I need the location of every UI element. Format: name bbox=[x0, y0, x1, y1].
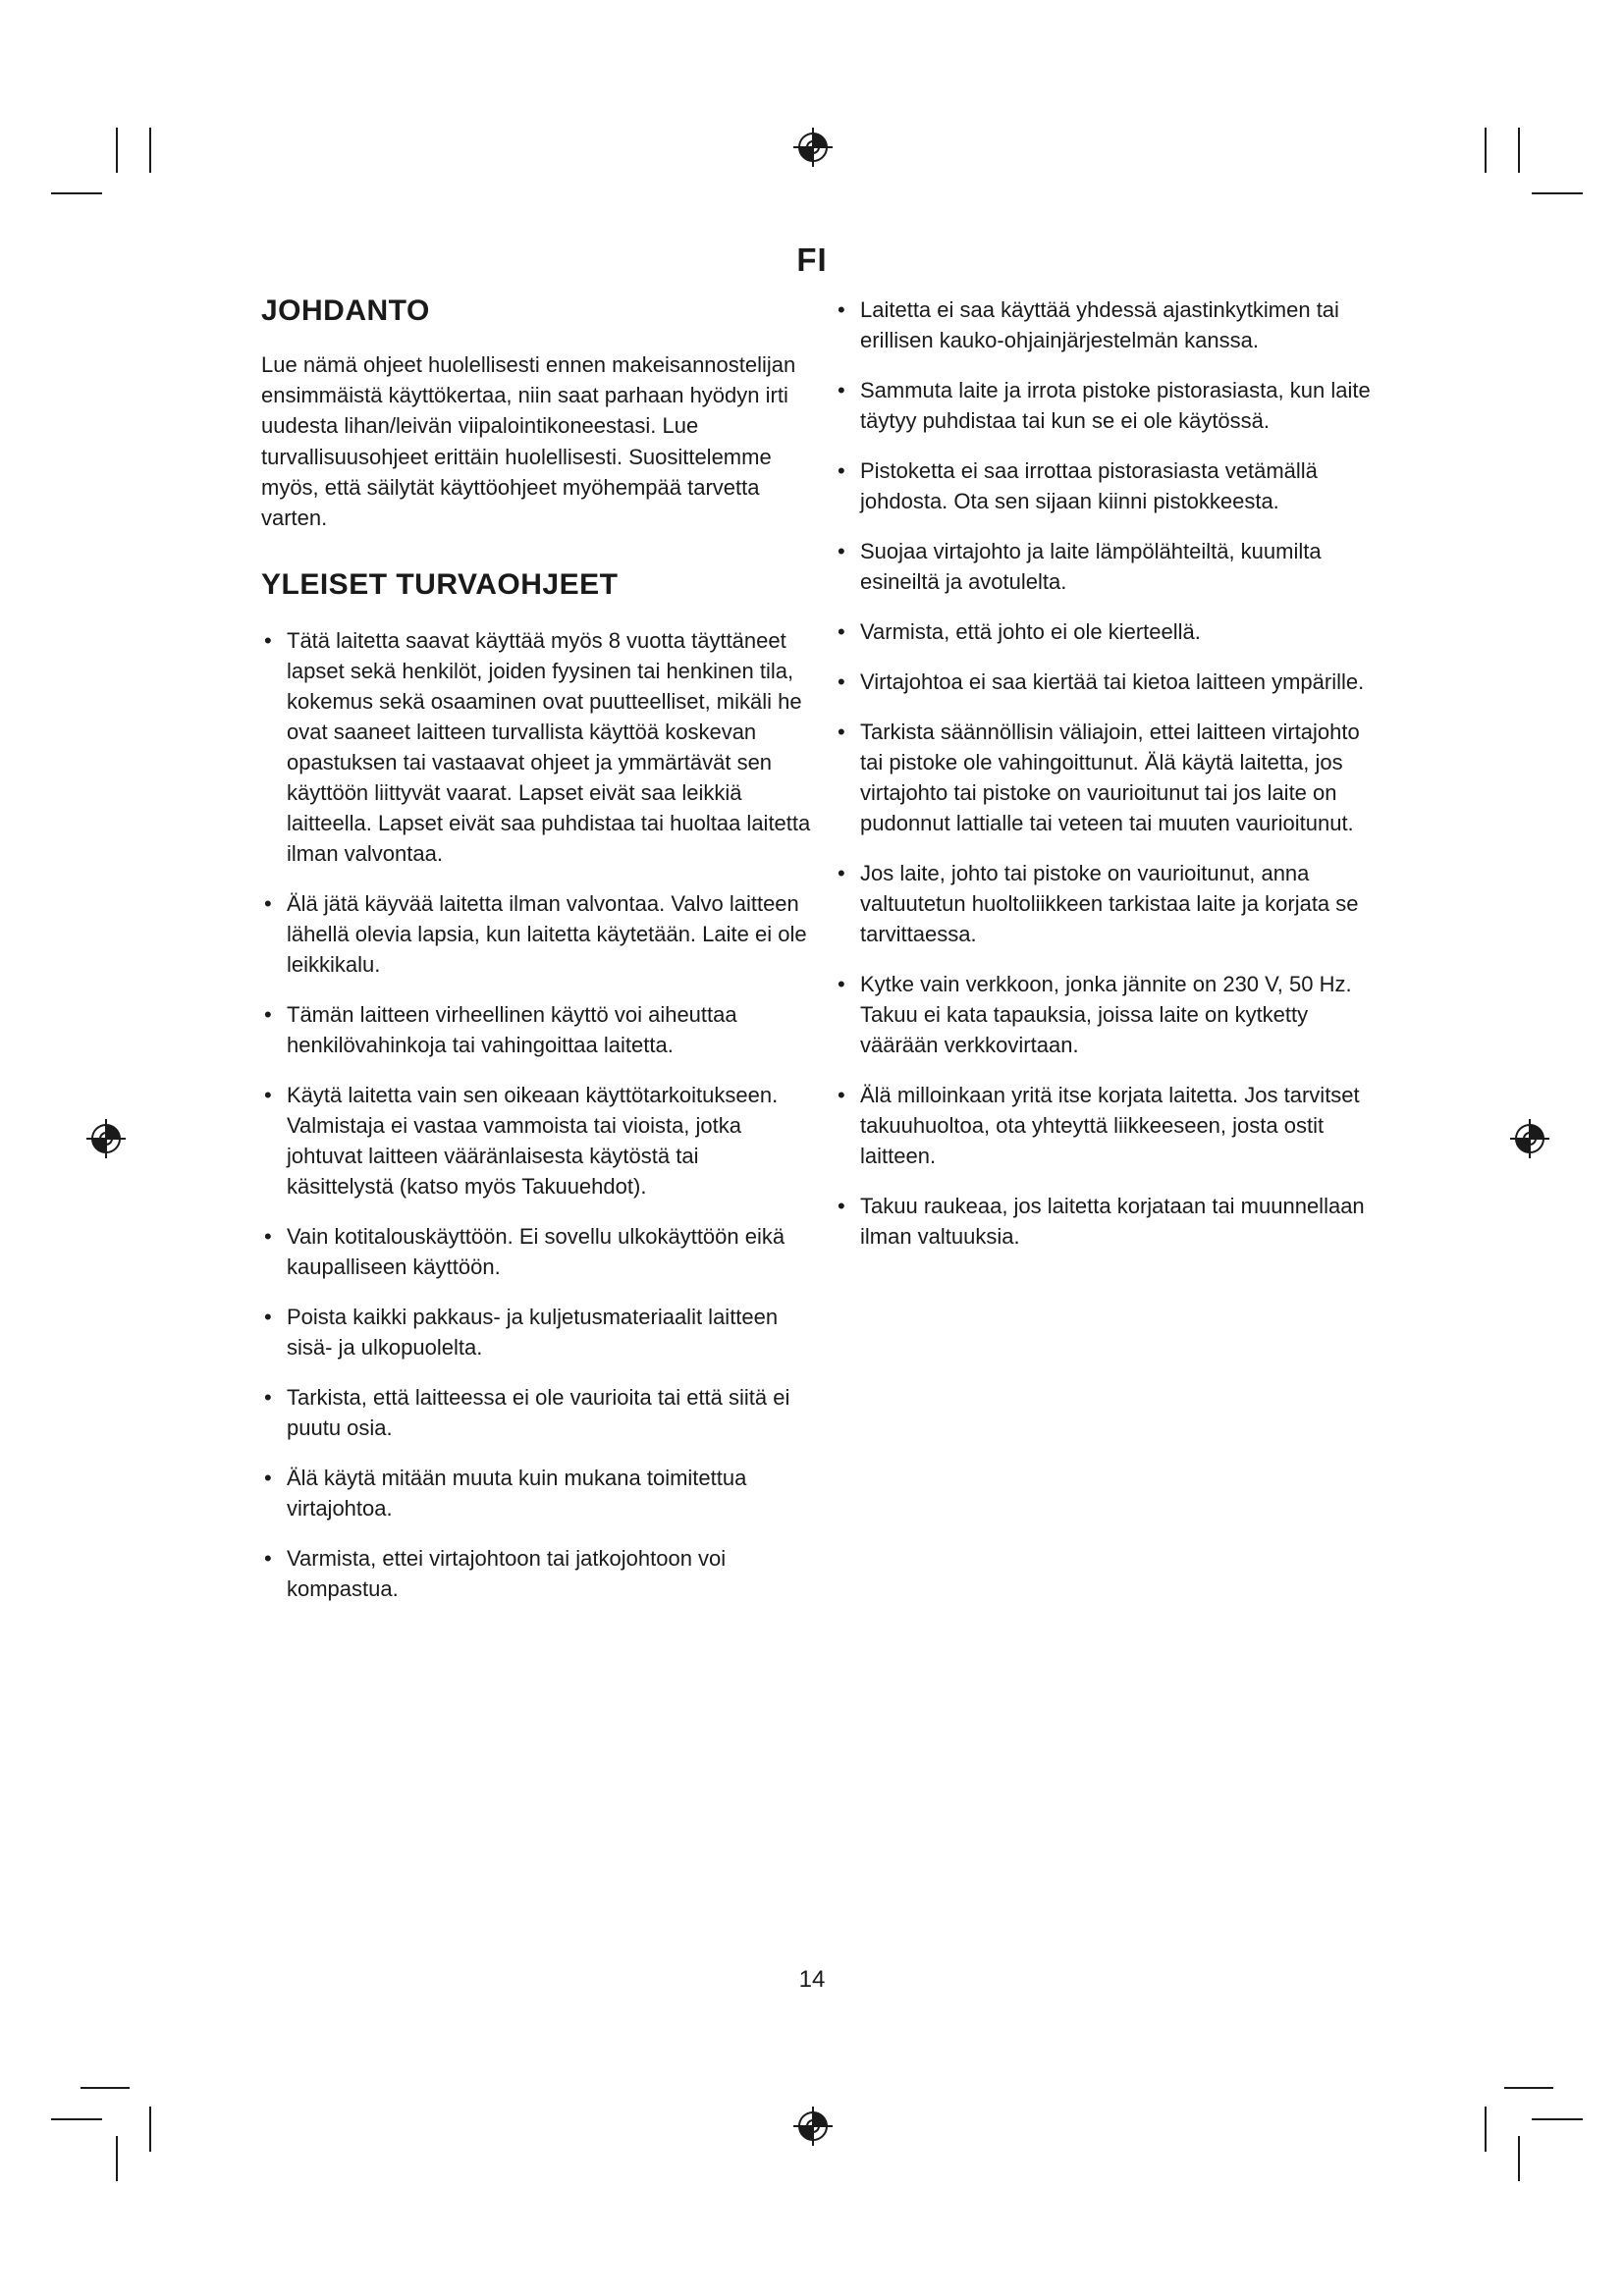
registration-mark-icon bbox=[793, 128, 833, 167]
list-item-text: Poista kaikki pakkaus- ja kuljetusmateriaalit laitteen sisä- ja ulkopuolelta. bbox=[287, 1305, 779, 1361]
crop-mark bbox=[1518, 2136, 1520, 2181]
list-item bbox=[835, 667, 1384, 697]
bullet-marker: • bbox=[264, 1002, 272, 1028]
bullet-marker: • bbox=[838, 720, 845, 744]
bullet-marker: • bbox=[264, 1083, 272, 1108]
list-item-text: Tätä laitetta saavat käyttää myös 8 vuotta täyttäneet lapset sekä henkilöt, joiden fyysinen tai henkinen tila, kokemus sekä osaaminen ovat puutteelliset, mikäli he ovat saaneet laitteen turvallista käyttöä koskevan opastuksen tai vastaavat ohjeet ja ymmärtävät sen käyttöön liittyvät vaarat. Lapset eivät saa leikkiä laitteella. Lapset eivät saa puhdistaa tai huoltaa laitetta ilman valvontaa. bbox=[287, 628, 811, 867]
language-code: FI bbox=[796, 241, 828, 278]
list-item-text: Kytke vain verkkoon, jonka jännite on 230 V, 50 Hz. Takuu ei kata tapauksia, joissa laite on kytketty väärään verkkovirtaan. bbox=[860, 972, 1352, 1057]
list-item bbox=[835, 294, 1384, 355]
bullet-marker: • bbox=[264, 891, 272, 917]
crop-mark bbox=[1504, 2087, 1553, 2089]
registration-mark-icon bbox=[86, 1119, 126, 1158]
bullet-marker: • bbox=[838, 669, 845, 694]
intro-paragraph: Lue nämä ohjeet huolellisesti ennen makeisannostelijan ensimmäistä käyttökertaa, niin saat parhaan hyödyn irti uudesta lihan/leivän viipalointikoneestasi. Lue turvallisuusohjeet erittäin huolellisesti. Suosittelemme myös, että säilytät käyttöohjeet myöhempää tarvetta varten. bbox=[261, 352, 796, 531]
list-item bbox=[835, 717, 1384, 838]
list-item-text: Pistoketta ei saa irrottaa pistorasiasta vetämällä johdosta. Ota sen sijaan kiinni pistokkeesta. bbox=[860, 458, 1318, 513]
bullet-marker: • bbox=[838, 378, 845, 402]
bullet-marker: • bbox=[264, 1305, 272, 1330]
list-item bbox=[835, 455, 1384, 516]
crop-mark bbox=[51, 192, 102, 194]
bullet-marker: • bbox=[838, 1083, 845, 1107]
crop-mark bbox=[1485, 128, 1487, 173]
list-item-text: Sammuta laite ja irrota pistoke pistorasiasta, kun laite täytyy puhdistaa tai kun se ei ole käytössä. bbox=[860, 378, 1371, 433]
bullet-marker: • bbox=[838, 539, 845, 563]
list-item bbox=[261, 1463, 811, 1523]
crop-mark bbox=[1485, 2107, 1487, 2152]
bullet-marker: • bbox=[264, 1385, 272, 1411]
bullet-marker: • bbox=[264, 1224, 272, 1250]
list-item bbox=[835, 858, 1384, 949]
bullet-marker: • bbox=[838, 619, 845, 644]
list-item-text: Takuu raukeaa, jos laitetta korjataan tai muunnellaan ilman valtuuksia. bbox=[860, 1194, 1365, 1249]
list-item-text: Älä milloinkaan yritä itse korjata laitetta. Jos tarvitset takuuhuoltoa, ota yhteyttä liikkeeseen, josta ostit laitteen. bbox=[860, 1083, 1360, 1168]
right-column bbox=[835, 294, 1384, 1271]
safety-list-left bbox=[261, 625, 811, 1604]
crop-mark bbox=[116, 2136, 118, 2181]
list-item-text: Suojaa virtajohto ja laite lämpölähteiltä, kuumilta esineiltä ja avotulelta. bbox=[860, 539, 1322, 594]
bullet-marker: • bbox=[264, 628, 272, 654]
list-item-text: Tämän laitteen virheellinen käyttö voi aiheuttaa henkilövahinkoja tai vahingoittaa laitetta. bbox=[287, 1002, 737, 1058]
list-item-text: Tarkista säännöllisin väliajoin, ettei laitteen virtajohto tai pistoke ole vahingoittunut. Älä käytä laitetta, jos virtajohto tai pistoke on vaurioitunut tai jos laite on pudonnut lattialle tai veteen tai muuten vaurioitunut. bbox=[860, 720, 1360, 835]
bullet-marker: • bbox=[264, 1546, 272, 1572]
list-item bbox=[261, 1221, 811, 1282]
bullet-marker: • bbox=[838, 297, 845, 322]
list-item-text: Tarkista, että laitteessa ei ole vaurioita tai että siitä ei puutu osia. bbox=[287, 1385, 790, 1441]
page-number: 14 bbox=[798, 1966, 826, 1993]
list-item-text: Virtajohtoa ei saa kiertää tai kietoa laitteen ympärille. bbox=[860, 669, 1365, 694]
list-item-text: Laitetta ei saa käyttää yhdessä ajastinkytkimen tai erillisen kauko-ohjainjärjestelmän kanssa. bbox=[860, 297, 1339, 352]
intro-heading: JOHDANTO bbox=[261, 294, 430, 327]
safety-heading: YLEISET TURVAOHJEET bbox=[261, 568, 619, 602]
list-item bbox=[835, 616, 1384, 647]
crop-mark bbox=[1532, 192, 1583, 194]
crop-mark bbox=[149, 2107, 151, 2152]
bullet-marker: • bbox=[838, 458, 845, 483]
list-item bbox=[261, 999, 811, 1060]
list-item bbox=[261, 1382, 811, 1443]
list-item bbox=[261, 625, 811, 869]
crop-mark bbox=[1518, 128, 1520, 173]
list-item-text: Jos laite, johto tai pistoke on vaurioitunut, anna valtuutetun huoltoliikkeen tarkistaa laite ja korjata se tarvittaessa. bbox=[860, 861, 1359, 946]
left-column bbox=[261, 294, 811, 1624]
crop-mark bbox=[81, 2087, 130, 2089]
list-item bbox=[261, 1543, 811, 1604]
bullet-marker: • bbox=[264, 1466, 272, 1491]
list-item-text: Varmista, että johto ei ole kierteellä. bbox=[860, 619, 1201, 644]
list-item bbox=[835, 1191, 1384, 1252]
list-item bbox=[261, 888, 811, 980]
crop-mark bbox=[116, 128, 118, 173]
safety-list-right bbox=[835, 294, 1384, 1252]
list-item bbox=[261, 1080, 811, 1201]
list-item bbox=[835, 536, 1384, 597]
list-item-text: Varmista, ettei virtajohtoon tai jatkojohtoon voi kompastua. bbox=[287, 1546, 727, 1602]
crop-mark bbox=[51, 2118, 102, 2120]
registration-mark-icon bbox=[793, 2107, 833, 2146]
bullet-marker: • bbox=[838, 972, 845, 996]
list-item-text: Käytä laitetta vain sen oikeaan käyttötarkoitukseen. Valmistaja ei vastaa vammoista tai vioista, jotka johtuvat laitteen vääränlaisesta käytöstä tai käsittelystä (katso myös Takuuehdot). bbox=[287, 1083, 779, 1200]
list-item-text: Älä jätä käyvää laitetta ilman valvontaa. Valvo laitteen lähellä olevia lapsia, kun laitetta käytetään. Laite ei ole leikkikalu. bbox=[287, 891, 807, 978]
list-item bbox=[835, 375, 1384, 436]
list-item-text: Älä käytä mitään muuta kuin mukana toimitettua virtajohtoa. bbox=[287, 1466, 747, 1522]
list-item bbox=[835, 1080, 1384, 1171]
list-item-text: Vain kotitalouskäyttöön. Ei sovellu ulkokäyttöön eikä kaupalliseen käyttöön. bbox=[287, 1224, 785, 1280]
crop-mark bbox=[149, 128, 151, 173]
registration-mark-icon bbox=[1510, 1119, 1549, 1158]
bullet-marker: • bbox=[838, 861, 845, 885]
list-item bbox=[261, 1302, 811, 1362]
bullet-marker: • bbox=[838, 1194, 845, 1218]
list-item bbox=[835, 969, 1384, 1060]
crop-mark bbox=[1532, 2118, 1583, 2120]
